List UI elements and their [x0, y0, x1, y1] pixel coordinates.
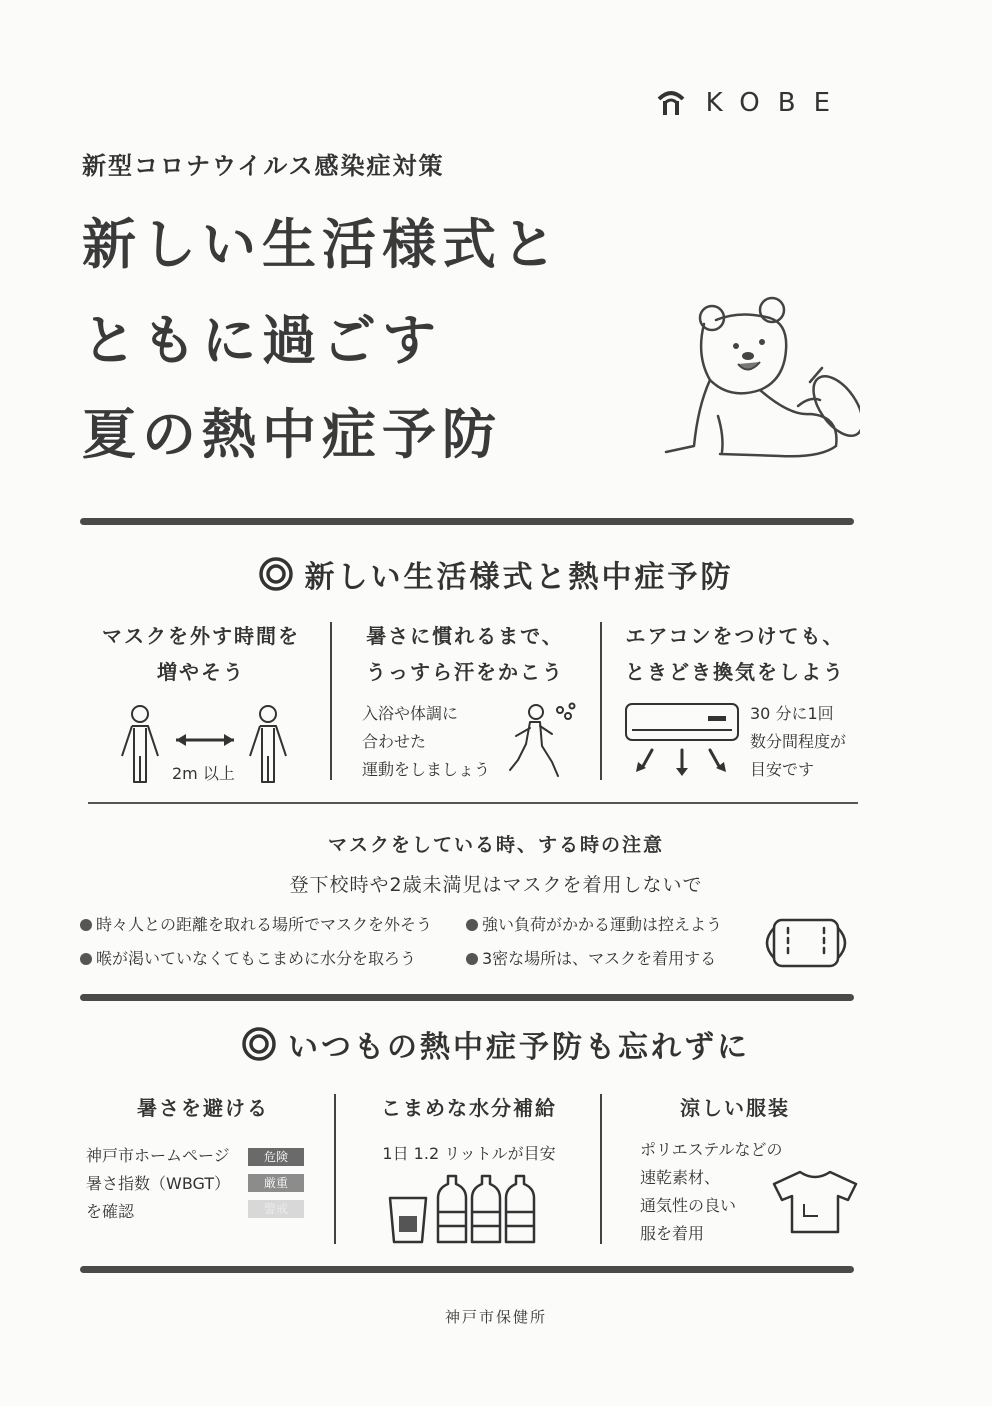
body-line: を確認 — [86, 1202, 135, 1221]
main-title-line-3: 夏の熱中症予防 — [82, 403, 502, 466]
column-mask-off-title — [88, 618, 314, 690]
body-line: 速乾素材、 — [640, 1168, 721, 1187]
body-line: 目安です — [750, 760, 815, 779]
face-mask-icon — [758, 914, 854, 972]
bullet-dot-icon — [466, 953, 478, 965]
bullet-dot-icon — [466, 919, 478, 931]
section1-heading — [0, 552, 992, 596]
column-title-line: 増やそう — [157, 660, 245, 684]
column-avoid-heat-body — [86, 1142, 230, 1226]
pre-title: 新型コロナウイルス感染症対策 — [82, 152, 445, 180]
mask-note-bullet — [466, 946, 716, 969]
main-title-line-2: ともに過ごす — [82, 309, 442, 372]
column-divider — [334, 1094, 336, 1244]
bullet-dot-icon — [80, 919, 92, 931]
double-circle-icon — [259, 557, 293, 591]
divider-rule — [80, 518, 854, 525]
bullet-text: 喉が渇いていなくてもこまめに水分を取ろう — [96, 949, 417, 968]
wbgt-badge-danger: 危険 — [248, 1148, 304, 1166]
main-title-line-1: 新しい生活様式と — [82, 213, 562, 276]
column-sweat-body — [362, 700, 490, 784]
wbgt-badge-severe: 厳重 — [248, 1174, 304, 1192]
column-title-line: エアコンをつけても、 — [625, 624, 845, 648]
water-bottles-icon — [384, 1172, 554, 1246]
mask-note-bullet — [466, 912, 722, 935]
divider-rule — [80, 1266, 854, 1273]
column-title-line: 暑さに慣れるまで、 — [366, 624, 564, 648]
body-line: 入浴や体調に — [362, 704, 459, 723]
t-shirt-icon — [770, 1168, 860, 1236]
column-title-line: うっすら汗をかこう — [366, 660, 564, 684]
wbgt-badge-caution: 警戒 — [248, 1200, 304, 1218]
column-hydration-body: 1日 1.2 リットルが目安 — [382, 1144, 556, 1163]
bullet-text: 時々人との距離を取れる場所でマスクを外そう — [96, 915, 433, 934]
double-circle-icon — [242, 1027, 276, 1061]
divider-rule — [88, 802, 858, 804]
body-line: 30 分に1回 — [750, 704, 834, 723]
column-hydration-title: こまめな水分補給 — [381, 1096, 557, 1120]
section2-heading — [0, 1022, 992, 1066]
body-line: 神戸市ホームページ — [86, 1146, 230, 1165]
column-title-line: マスクを外す時間を — [102, 624, 300, 648]
bullet-text: 3密な場所は、マスクを着用する — [482, 949, 717, 968]
column-divider — [600, 622, 602, 780]
column-divider — [330, 622, 332, 780]
body-line: 服を着用 — [640, 1224, 705, 1243]
body-line: 数分間程度が — [750, 732, 847, 751]
column-title-line: ときどき換気をしよう — [625, 660, 845, 684]
logo-text: KOBE — [705, 88, 848, 118]
mask-notes-subtitle: 登下校時や2歳未満児はマスクを着用しないで — [289, 874, 703, 896]
distance-label: 2m 以上 — [172, 764, 235, 783]
mask-notes-title: マスクをしている時、する時の注意 — [327, 834, 664, 856]
column-divider — [600, 1094, 602, 1244]
kobe-logo — [656, 88, 848, 118]
mask-note-bullet — [80, 946, 416, 969]
footer-text: 神戸市保健所 — [444, 1308, 547, 1326]
column-ventilation-body — [750, 700, 846, 784]
divider-rule — [80, 994, 854, 1001]
body-line: 暑さ指数（WBGT） — [86, 1174, 231, 1193]
body-line: ポリエステルなどの — [640, 1140, 783, 1159]
kobe-logo-mark-icon — [656, 89, 686, 117]
column-ventilation-title — [610, 618, 860, 690]
bullet-dot-icon — [80, 953, 92, 965]
column-clothing-body — [640, 1136, 783, 1248]
body-line: 合わせた — [362, 732, 427, 751]
column-clothing-title: 涼しい服装 — [680, 1096, 790, 1120]
body-line: 通気性の良い — [640, 1196, 737, 1215]
section2-heading-text: いつもの熱中症予防も忘れずに — [288, 1030, 750, 1065]
column-sweat-title — [338, 618, 592, 690]
bullet-text: 強い負荷がかかる運動は控えよう — [482, 915, 723, 934]
air-conditioner-icon — [624, 700, 742, 780]
section1-heading-text: 新しい生活様式と熱中症予防 — [304, 560, 734, 595]
bear-mascot-icon — [660, 296, 860, 466]
body-line: 運動をしましょう — [362, 760, 491, 779]
column-avoid-heat-title: 暑さを避ける — [137, 1096, 269, 1120]
running-person-icon — [506, 700, 580, 780]
mask-note-bullet — [80, 912, 432, 935]
